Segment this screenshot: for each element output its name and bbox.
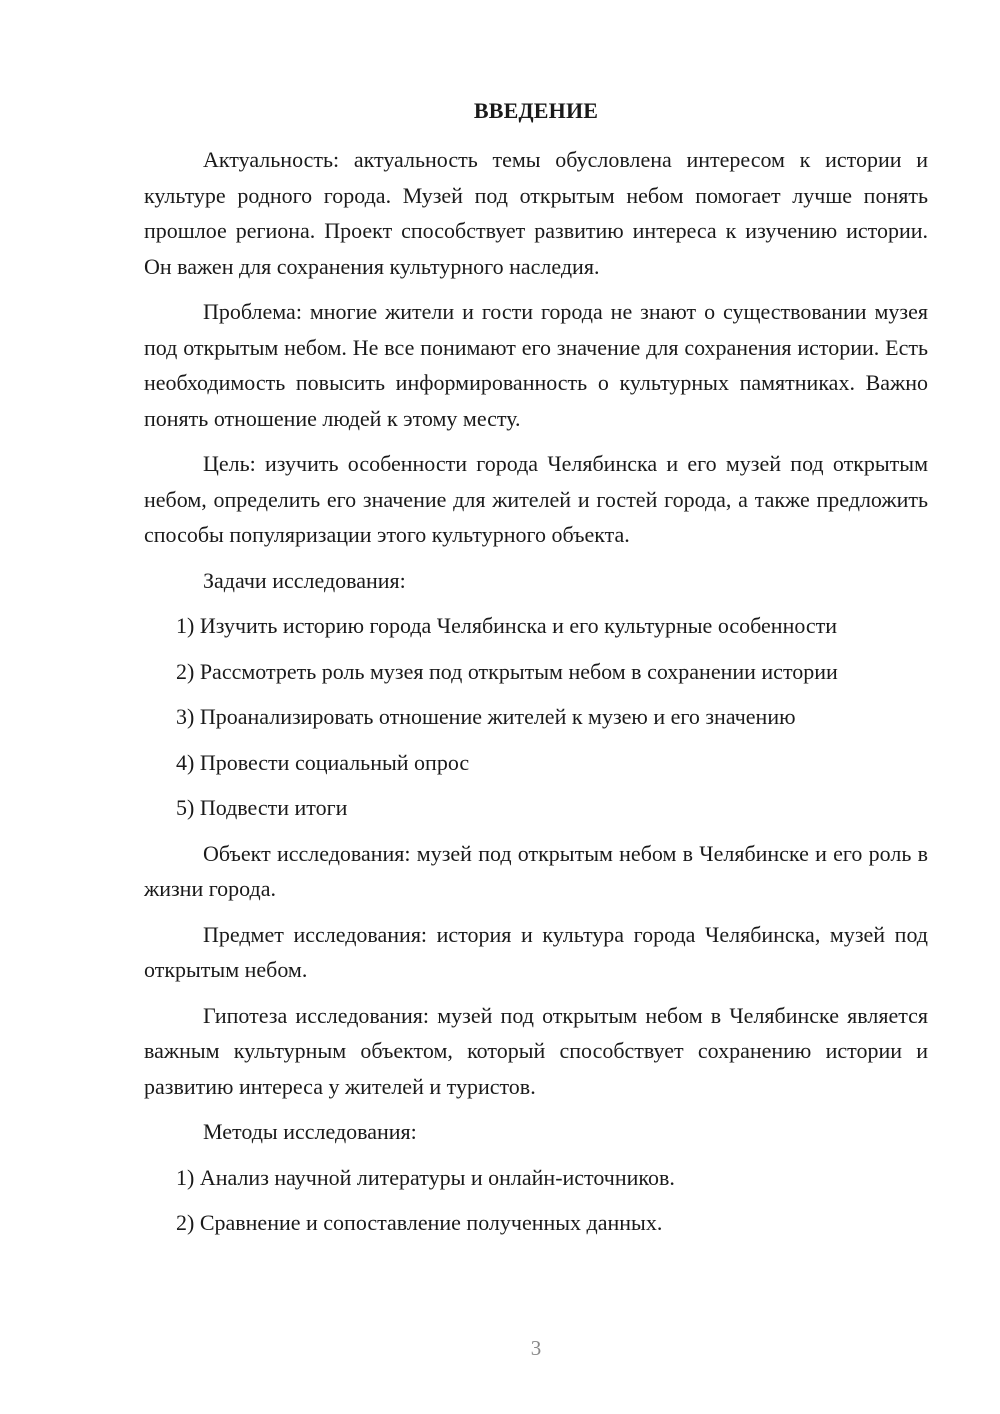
list-item: 5) Подвести итоги [176,795,348,820]
subject-paragraph: Предмет исследования: история и культура города Челябинска, музей под открытым небом. [144,921,928,982]
list-item: 2) Рассмотреть роль музея под открытым небом в сохранении истории [176,658,838,684]
object-paragraph: Объект исследования: музей под открытым небом в Челябинске и его роль в жизни города. [144,840,928,901]
tasks-heading: Задачи исследования: [203,567,406,593]
hypothesis-paragraph: Гипотеза исследования: музей под открытым небом в Челябинске является важным культурным объектом, который способствует сохранению истории и развитию интереса у жителей и туристов. [144,1002,928,1099]
list-item: 1) Изучить историю города Челябинска и его культурные особенности [176,613,838,638]
goal-paragraph: Цель: изучить особенности города Челябинска и его музей под открытым небом, определить его значение для жителей и гостей города, а также предложить способы популяризации этого культурного объекта. [144,451,928,547]
tasks-list [144,608,928,826]
problem-paragraph: Проблема: многие жители и гости города не знают о существовании музея под открытым небом. Не все понимают его значение для сохранения истории. Есть необходимость повысить информированность о культурных памятниках. Важно понять отношение людей к этому месту. [144,299,928,431]
methods-list [144,1160,928,1241]
methods-heading: Методы исследования: [203,1119,417,1144]
relevance-paragraph: Актуальность: актуальность темы обусловлена интересом к истории и культуре родного города. Музей под открытым небом помогает лучше понять прошлое региона. Проект способствует развитию интереса к изучению истории. Он важен для сохранения культурного наследия. [144,147,928,279]
page-number: 3 [530,1336,542,1360]
list-item: 3) Проанализировать отношение жителей к музею и его значению [176,704,796,729]
list-item: 2) Сравнение и сопоставление полученных данных. [176,1210,663,1235]
section-title: ВВЕДЕНИЕ [473,98,599,123]
list-item: 1) Анализ научной литературы и онлайн-источников. [176,1164,675,1190]
list-item: 4) Провести социальный опрос [176,749,470,775]
section-body [144,142,928,1251]
